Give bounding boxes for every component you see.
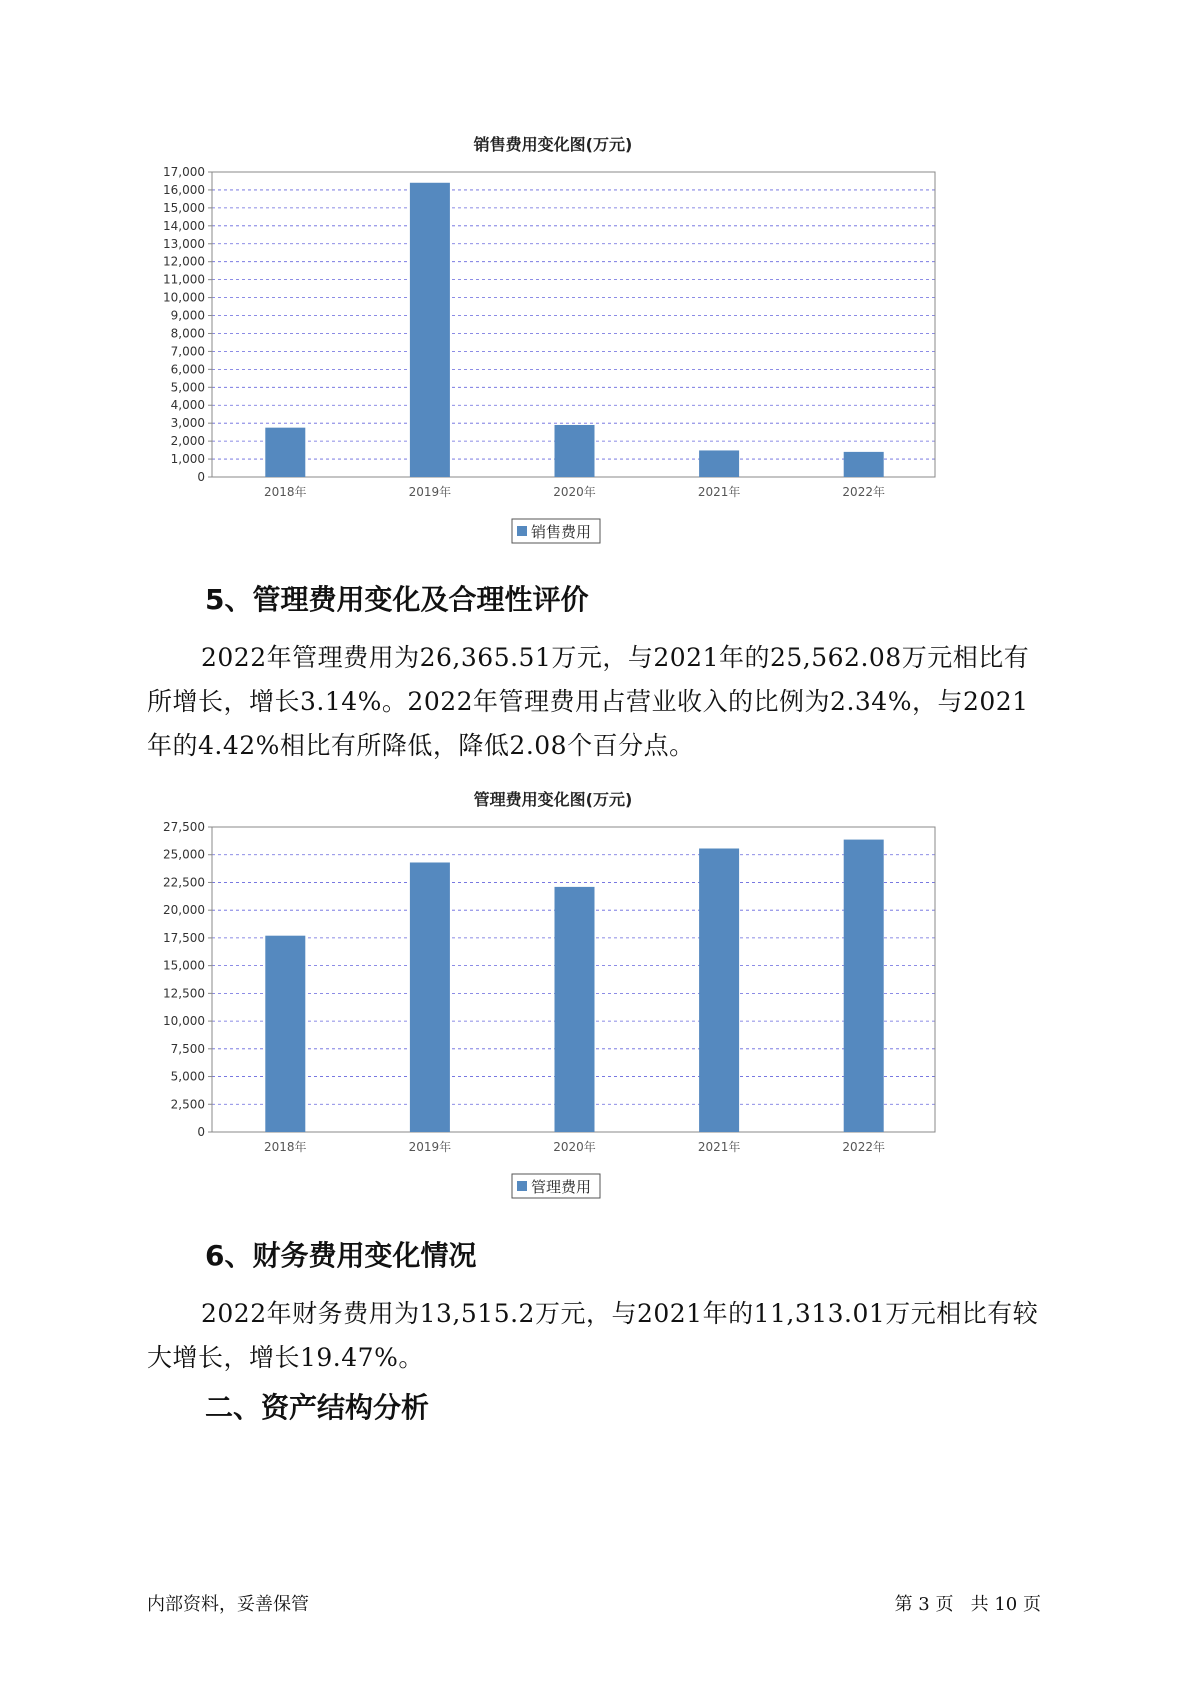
y-tick-label: 9,000 bbox=[170, 308, 205, 323]
bar bbox=[844, 452, 884, 477]
y-tick-label: 12,000 bbox=[163, 254, 205, 269]
paragraph-admin-expense-text: 2022年管理费用为26,365.51万元，与2021年的25,562.08万元相比有所增长，增长3.14%。2022年管理费用占营业收入的比例为2.34%，与2021年的4.42%相比有所降低，降低2.08个百分点。 bbox=[147, 643, 1030, 760]
chart-title: 销售费用变化图(万元) bbox=[473, 135, 633, 154]
chart-title: 管理费用变化图(万元) bbox=[473, 790, 633, 809]
x-tick-label: 2021年 bbox=[697, 485, 741, 499]
legend bbox=[512, 1174, 600, 1198]
section-heading-admin-expense: 5、管理费用变化及合理性评价 bbox=[205, 583, 589, 616]
y-tick-label: 27,500 bbox=[163, 820, 205, 834]
legend-swatch bbox=[517, 526, 527, 536]
section-heading-asset-structure: 二、资产结构分析 bbox=[205, 1391, 430, 1424]
y-tick-label: 1,000 bbox=[170, 452, 205, 467]
y-tick-label: 7,000 bbox=[170, 344, 205, 359]
y-tick-label: 6,000 bbox=[170, 362, 205, 377]
x-tick-label: 2018年 bbox=[264, 485, 307, 499]
y-tick-label: 2,500 bbox=[170, 1097, 205, 1112]
y-tick-label: 10,000 bbox=[163, 1014, 205, 1029]
y-tick-label: 10,000 bbox=[163, 290, 205, 305]
legend bbox=[512, 519, 600, 543]
y-tick-label: 11,000 bbox=[163, 272, 205, 287]
y-tick-label: 5,000 bbox=[170, 380, 205, 395]
paragraph-admin-expense bbox=[147, 636, 1047, 768]
bar bbox=[699, 450, 739, 477]
x-tick-label: 2022年 bbox=[842, 485, 885, 499]
x-tick-label: 2020年 bbox=[553, 1140, 596, 1154]
legend-label: 销售费用 bbox=[531, 523, 592, 541]
y-tick-label: 3,000 bbox=[170, 416, 205, 431]
chart-sales-expense-svg bbox=[150, 130, 1030, 550]
bar bbox=[410, 183, 450, 477]
section-heading-finance-expense: 6、财务费用变化情况 bbox=[205, 1239, 477, 1272]
y-tick-label: 17,000 bbox=[163, 165, 205, 179]
y-tick-label: 4,000 bbox=[170, 398, 205, 413]
paragraph-finance-expense bbox=[147, 1292, 1047, 1380]
bar bbox=[555, 887, 595, 1132]
y-tick-label: 0 bbox=[197, 470, 205, 484]
y-tick-label: 14,000 bbox=[163, 218, 205, 233]
footer-confidential-note: 内部资料，妥善保管 bbox=[147, 1594, 309, 1615]
x-tick-label: 2019年 bbox=[408, 485, 452, 499]
x-tick-label: 2019年 bbox=[408, 1140, 452, 1154]
y-tick-label: 15,000 bbox=[163, 958, 205, 973]
y-tick-label: 25,000 bbox=[163, 847, 205, 862]
x-tick-label: 2020年 bbox=[553, 485, 596, 499]
bar bbox=[844, 840, 884, 1132]
chart-sales-expense bbox=[150, 130, 1030, 550]
bar bbox=[555, 425, 595, 477]
x-tick-label: 2022年 bbox=[842, 1140, 885, 1154]
y-tick-label: 16,000 bbox=[163, 182, 205, 197]
bar bbox=[265, 936, 305, 1132]
chart-admin-expense-svg bbox=[150, 785, 1030, 1205]
x-tick-label: 2018年 bbox=[264, 1140, 307, 1154]
y-tick-label: 17,500 bbox=[163, 930, 205, 945]
bar bbox=[699, 848, 739, 1132]
chart-admin-expense bbox=[150, 785, 1030, 1205]
legend-label: 管理费用 bbox=[531, 1178, 592, 1196]
paragraph-finance-expense-text: 2022年财务费用为13,515.2万元，与2021年的11,313.01万元相比有较大增长，增长19.47%。 bbox=[147, 1299, 1039, 1372]
legend-swatch bbox=[517, 1181, 527, 1191]
bar bbox=[265, 428, 305, 477]
x-tick-label: 2021年 bbox=[697, 1140, 741, 1154]
y-tick-label: 0 bbox=[197, 1125, 205, 1139]
y-tick-label: 13,000 bbox=[163, 236, 205, 251]
y-tick-label: 7,500 bbox=[170, 1041, 205, 1056]
y-tick-label: 20,000 bbox=[163, 903, 205, 918]
footer-page-number: 第 3 页 共 10 页 bbox=[894, 1594, 1041, 1615]
y-tick-label: 2,000 bbox=[170, 434, 205, 449]
y-tick-label: 12,500 bbox=[163, 986, 205, 1001]
bar bbox=[410, 862, 450, 1132]
y-tick-label: 22,500 bbox=[163, 875, 205, 890]
y-tick-label: 15,000 bbox=[163, 200, 205, 215]
y-tick-label: 8,000 bbox=[170, 326, 205, 341]
y-tick-label: 5,000 bbox=[170, 1069, 205, 1084]
